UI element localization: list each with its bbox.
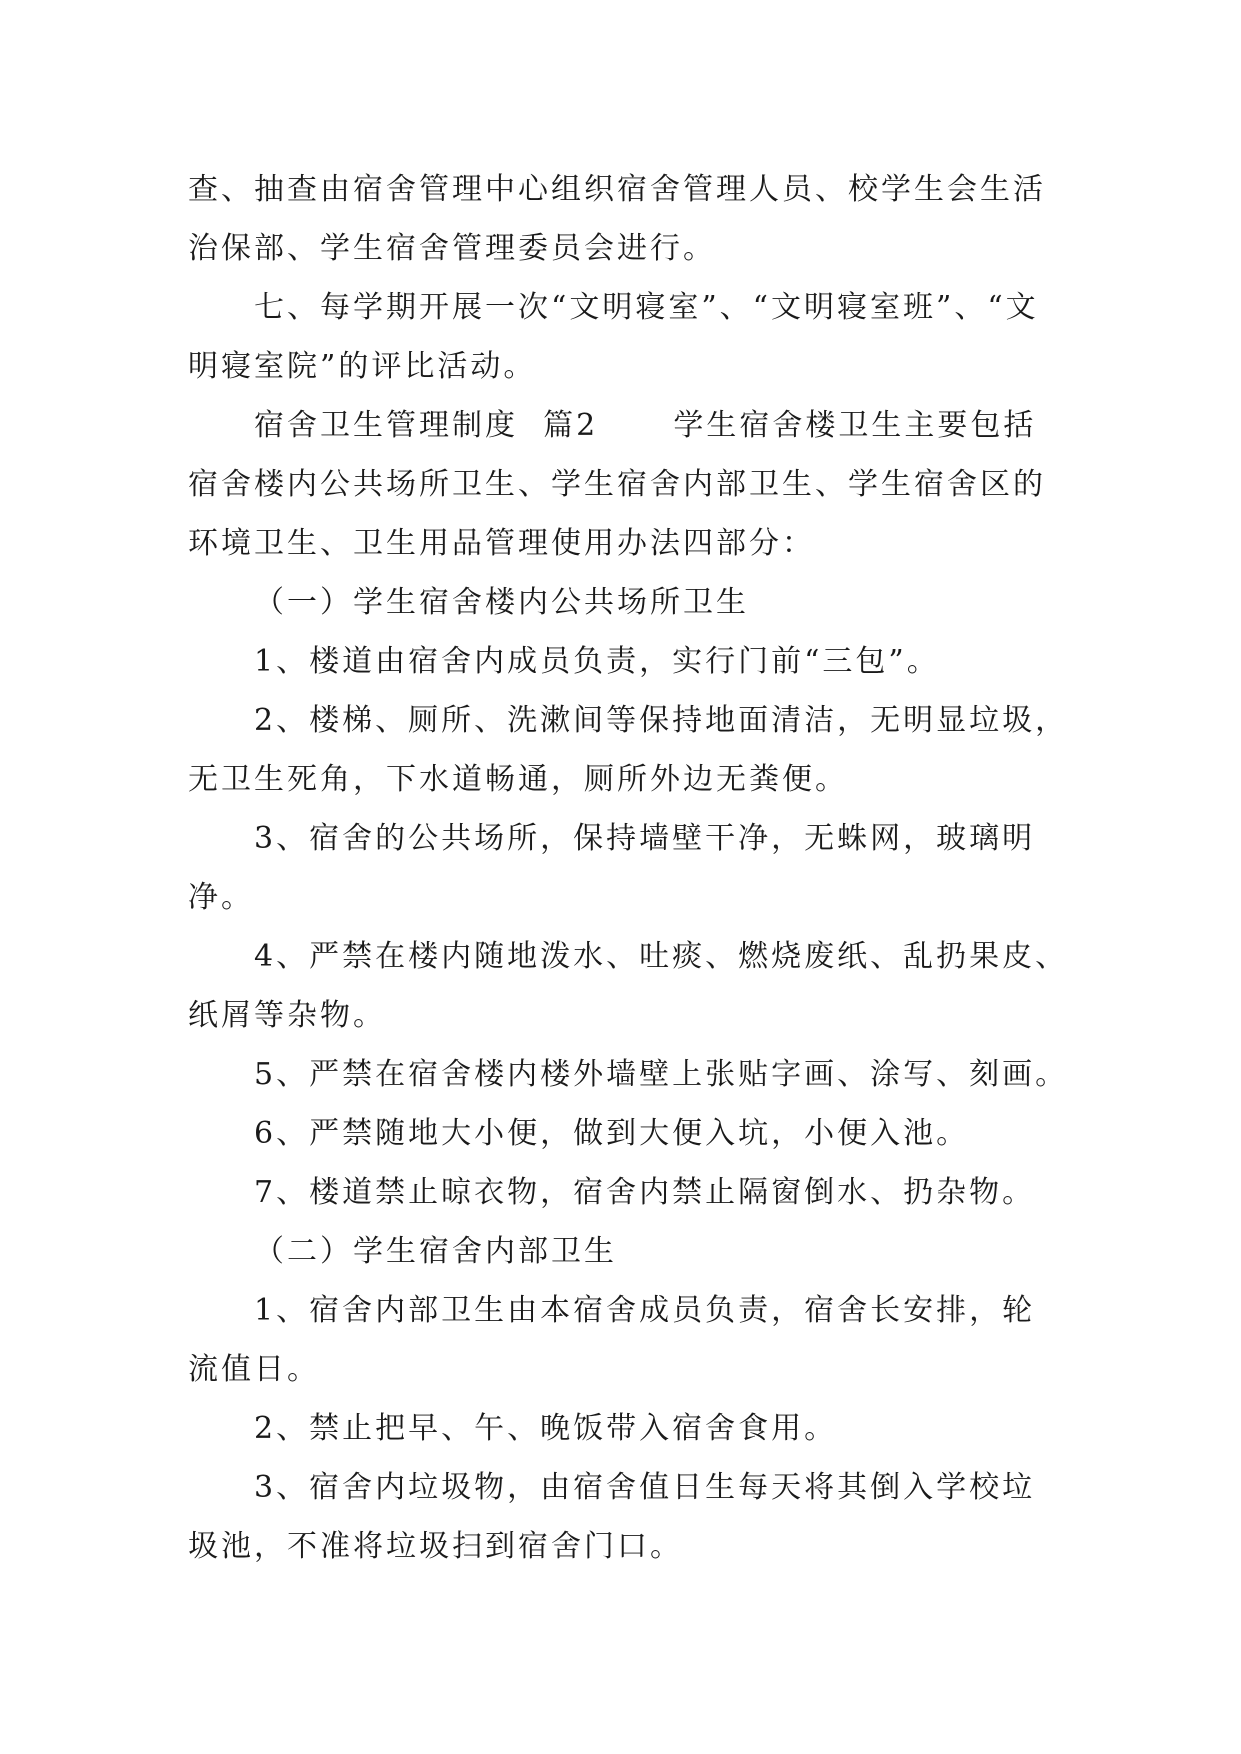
- text-line: 流值日。: [188, 1352, 320, 1387]
- text-line: 治保部、学生宿舍管理委员会进行。: [188, 231, 716, 266]
- text-line: 无卫生死角，下水道畅通，厕所外边无粪便。: [188, 762, 848, 797]
- text-line: 查、抽查由宿舍管理中心组织宿舍管理人员、校学生会生活: [188, 172, 1046, 207]
- text-line: 2、禁止把早、午、晚饭带入宿舍食用。: [254, 1411, 838, 1446]
- text-line: 4、严禁在楼内随地泼水、吐痰、燃烧废纸、乱扔果皮、: [254, 939, 1069, 974]
- text-line: 环境卫生、卫生用品管理使用办法四部分：: [188, 526, 815, 561]
- text-line: 3、宿舍的公共场所，保持墙壁干净，无蛛网，玻璃明: [254, 821, 1036, 856]
- text-line: 圾池，不准将垃圾扫到宿舍门口。: [188, 1529, 683, 1564]
- text-line: 1、楼道由宿舍内成员负责，实行门前“三包”。: [254, 644, 940, 679]
- document-body: [188, 160, 1068, 1576]
- text-line: 3、宿舍内垃圾物，由宿舍值日生每天将其倒入学校垃: [254, 1470, 1036, 1505]
- text-line: 七、每学期开展一次“文明寝室”、“文明寝室班”、“文: [254, 290, 1039, 325]
- text-line: 5、严禁在宿舍楼内楼外墙壁上张贴字画、涂写、刻画。: [254, 1057, 1069, 1092]
- text-line: 2、楼梯、厕所、洗漱间等保持地面清洁，无明显垃圾，: [254, 703, 1069, 738]
- text-line: 6、严禁随地大小便，做到大便入坑，小便入池。: [254, 1116, 970, 1151]
- text-line: 1、宿舍内部卫生由本宿舍成员负责，宿舍长安排，轮: [254, 1293, 1036, 1328]
- text-line: 宿舍楼内公共场所卫生、学生宿舍内部卫生、学生宿舍区的: [188, 467, 1046, 502]
- text-line: 净。: [188, 880, 254, 915]
- text-line: 7、楼道禁止晾衣物，宿舍内禁止隔窗倒水、扔杂物。: [254, 1175, 1036, 1210]
- text-line: 明寝室院”的评比活动。: [188, 349, 537, 384]
- section-heading: （二）学生宿舍内部卫生: [254, 1234, 617, 1269]
- text-line: 宿舍卫生管理制度 篇2 学生宿舍楼卫生主要包括: [254, 408, 1037, 443]
- text-line: 纸屑等杂物。: [188, 998, 386, 1033]
- section-heading: （一）学生宿舍楼内公共场所卫生: [254, 585, 749, 620]
